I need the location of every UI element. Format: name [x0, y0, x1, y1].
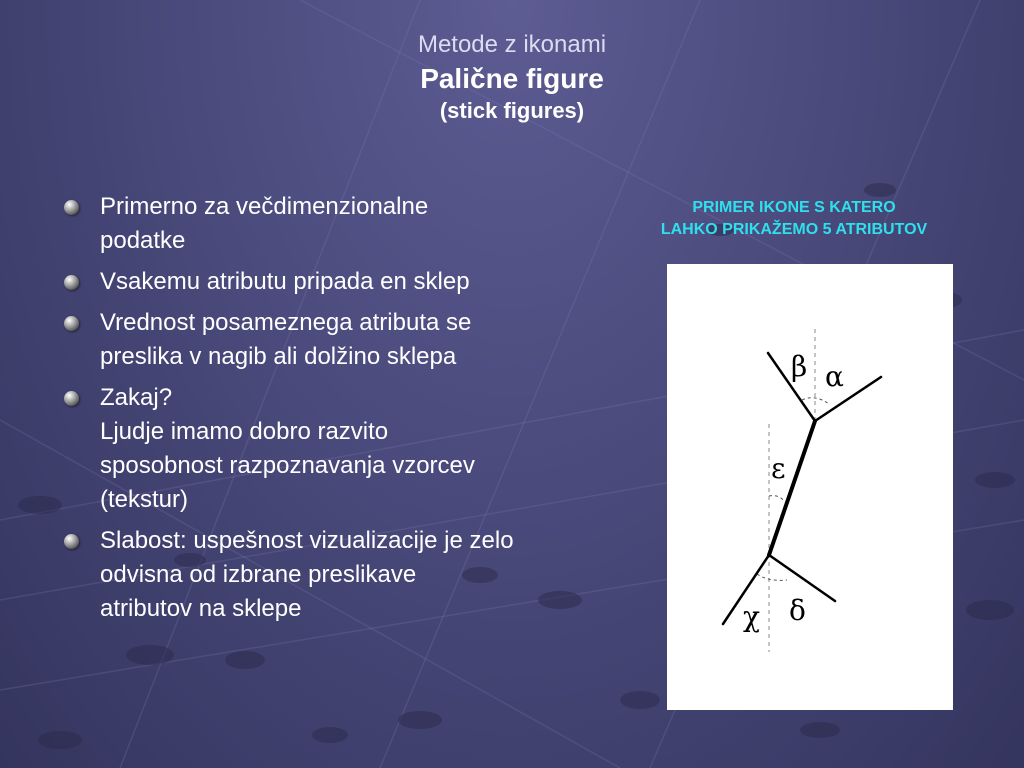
title-block [0, 30, 1024, 126]
label-delta: δ [789, 594, 806, 627]
slide-title: Palične figure [420, 63, 604, 94]
label-beta: β [791, 350, 808, 383]
stick-figure-panel [667, 264, 953, 710]
bullet-text: Vrednost posameznega atributa se [100, 309, 472, 336]
figure-caption-line: PRIMER IKONE S KATERO [692, 199, 896, 216]
bullet-text: sposobnost razpoznavanja vzorcev [100, 452, 475, 479]
bullet-icon [64, 200, 79, 215]
bullet-text: Slabost: uspešnost vizualizacije je zelo [100, 527, 514, 554]
bullet-item [62, 381, 612, 517]
label-alpha: α [825, 360, 844, 393]
bullet-item [62, 524, 612, 626]
bullet-text: odvisna od izbrane preslikave [100, 561, 417, 588]
label-chi: χ [743, 600, 760, 633]
slide-title-sub: (stick figures) [439, 98, 585, 123]
slide-subtitle: Metode z ikonami [417, 31, 607, 58]
bullet-icon [64, 391, 79, 406]
stick-figure-diagram [667, 264, 953, 710]
bullet-text: preslika v nagib ali dolžino sklepa [100, 343, 457, 370]
bullet-text: podatke [100, 227, 186, 254]
bullet-icon [64, 534, 79, 549]
bullet-item [62, 265, 612, 299]
angle-arc-epsilon [769, 496, 785, 502]
label-epsilon: ε [771, 452, 786, 485]
bullet-item [62, 306, 612, 374]
stick-body [769, 421, 815, 555]
angle-arc-chi-delta [757, 574, 787, 580]
bullet-list [62, 190, 612, 633]
bullet-text: Primerno za večdimenzionalne [100, 193, 429, 220]
figure-caption-line: LAHKO PRIKAŽEMO 5 ATRIBUTOV [660, 221, 928, 238]
bullet-item [62, 190, 612, 258]
bullet-text: Ljudje imamo dobro razvito [100, 418, 389, 445]
figure-caption [614, 197, 974, 241]
bullet-text: (tekstur) [100, 486, 189, 513]
bullet-icon [64, 275, 79, 290]
bullet-text: Zakaj? [100, 384, 173, 411]
bullet-text: Vsakemu atributu pripada en sklep [100, 268, 470, 295]
bullet-icon [64, 316, 79, 331]
bullet-text: atributov na sklepe [100, 595, 302, 622]
